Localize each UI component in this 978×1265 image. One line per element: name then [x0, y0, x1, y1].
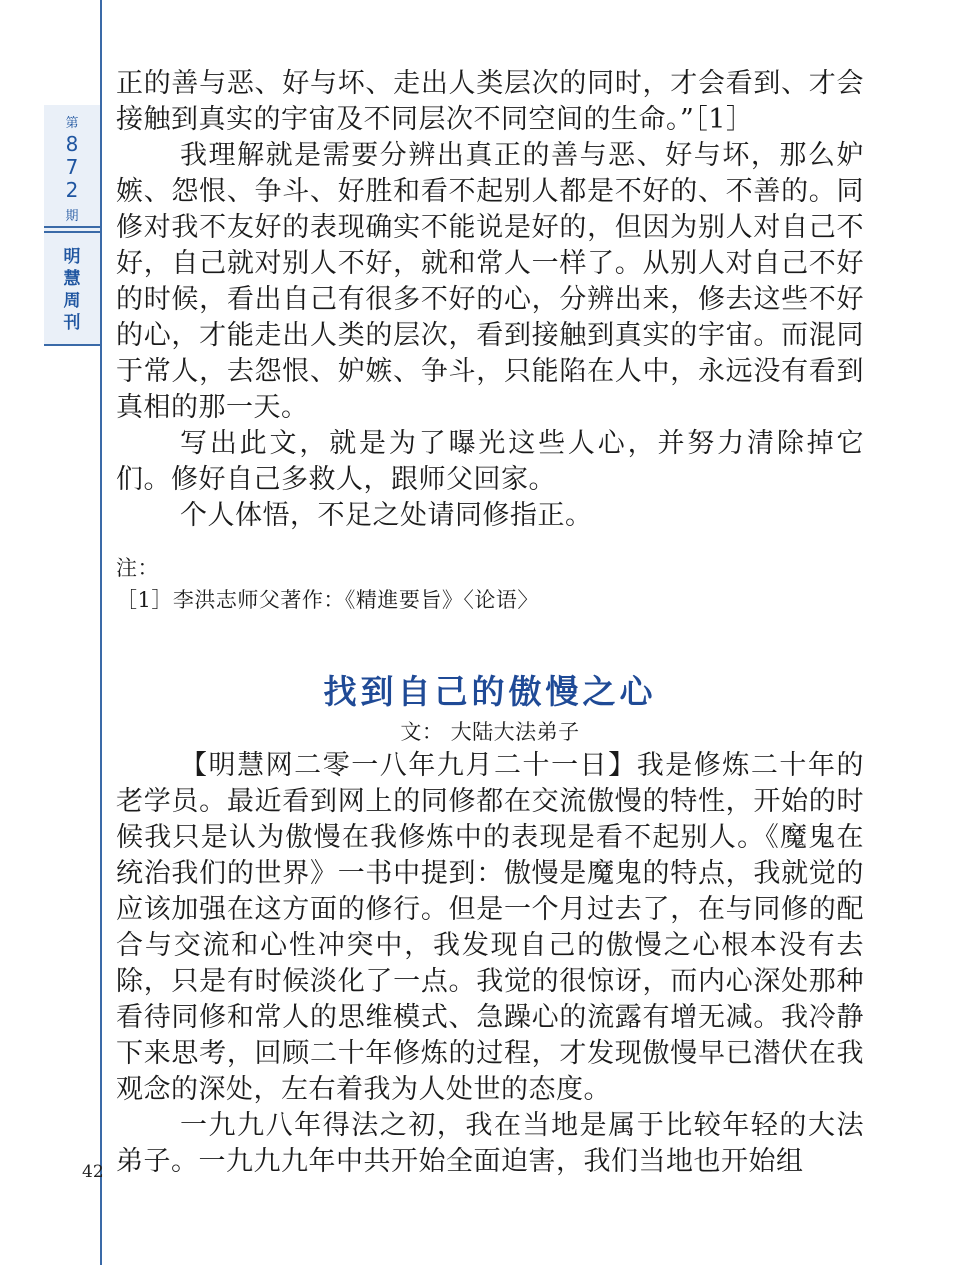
sidebar-divider — [44, 226, 102, 228]
page-content — [116, 66, 864, 1180]
magazine-name-char: 刊 — [63, 313, 81, 333]
article-paragraph: 一九九八年得法之初，我在当地是属于比较年轻的大法弟子。一九九九年中共开始全面迫害，我们当地也开始组 — [116, 1110, 864, 1177]
magazine-name-char: 慧 — [63, 269, 81, 289]
footnotes — [116, 552, 864, 616]
article-title: 找到自己的傲慢之心 — [323, 672, 657, 711]
sidebar-divider — [44, 344, 102, 346]
page-number: 42 — [82, 1162, 104, 1182]
article-byline: 文： 大陆大法弟子 — [400, 720, 580, 744]
magazine-name-char: 明 — [63, 247, 81, 267]
body-paragraph: 写出此文，就是为了曝光这些人心，并努力清除掉它们。修好自己多救人，跟师父回家。 — [116, 428, 864, 495]
notes-heading: 注： — [116, 556, 159, 580]
issue-digit: 7 — [65, 155, 79, 179]
issue-digit: 2 — [65, 178, 79, 202]
body-paragraph: 个人体悟，不足之处请同修指正。 — [180, 500, 593, 531]
magazine-name-char: 周 — [63, 291, 81, 311]
body-paragraph: 我理解就是需要分辨出真正的善与恶、好与坏，那么妒嫉、怨恨、争斗、好胜和看不起别人都是不好的、不善的。同修对我不友好的表现确实不能说是好的，但因为别人对自己不好，自己就对别人不好，就和常人一样了。从别人对自己不好的时候，看出自己有很多不好的心，分辨出来，修去这些不好的心，才能走出人类的层次，看到接触到真实的宇宙。而混同于常人，去怨恨、妒嫉、争斗，只能陷在人中，永远没有看到真相的那一天。 — [116, 140, 864, 423]
issue-prefix: 第 — [65, 116, 79, 131]
sidebar-divider — [44, 231, 102, 233]
issue-digit: 8 — [65, 132, 79, 156]
article-paragraph: 【明慧网二零一八年九月二十一日】我是修炼二十年的老学员。最近看到网上的同修都在交流傲慢的特性，开始的时候我只是认为傲慢在我修炼中的表现是看不起别人。《魔鬼在统治我们的世界》一书中提到：傲慢是魔鬼的特点，我就觉的应该加强在这方面的修行。但是一个月过去了，在与同修的配合与交流和心性冲突中，我发现自己的傲慢之心根本没有去除，只是有时候淡化了一点。我觉的很惊讶，而内心深处那种看待同修和常人的思维模式、急躁心的流露有增无减。我冷静下来思考，回顾二十年修炼的过程，才发现傲慢早已潜伏在我观念的深处，左右着我为人处世的态度。 — [116, 750, 864, 1105]
body-paragraph: 正的善与恶、好与坏、走出人类层次的同时，才会看到、才会接触到真实的宇宙及不同层次不同空间的生命。”［1］ — [116, 68, 864, 135]
issue-suffix: 期 — [65, 209, 79, 224]
footnote-item: ［1］李洪志师父著作：《精進要旨》〈论语〉 — [116, 588, 539, 612]
